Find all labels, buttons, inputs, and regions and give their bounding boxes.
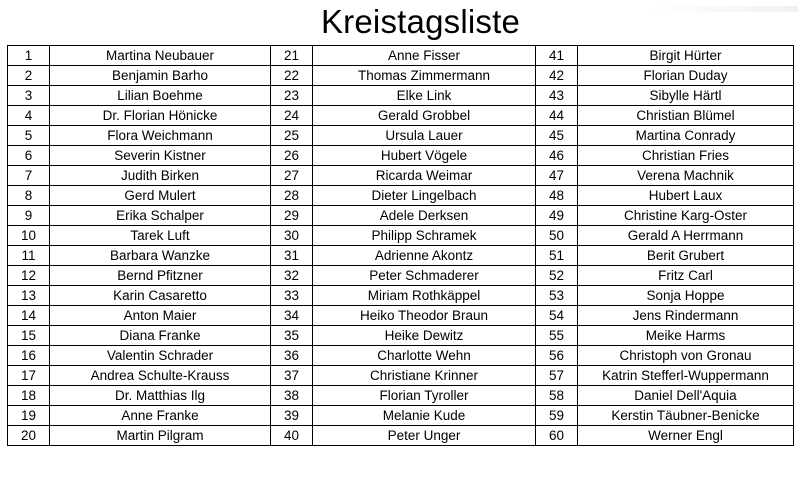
table-row <box>8 426 794 446</box>
candidate-name-cell: Miriam Rothkäppel <box>313 286 536 306</box>
table-row <box>8 246 794 266</box>
list-number-cell: 54 <box>536 306 578 326</box>
list-number-cell: 29 <box>271 206 313 226</box>
candidate-name-cell: Philipp Schramek <box>313 226 536 246</box>
list-number-cell: 44 <box>536 106 578 126</box>
list-number-cell: 14 <box>8 306 50 326</box>
candidate-name-cell: Christoph von Gronau <box>578 346 794 366</box>
table-row <box>8 126 794 146</box>
list-number-cell: 10 <box>8 226 50 246</box>
candidate-name-cell: Birgit Hürter <box>578 46 794 66</box>
list-number-cell: 12 <box>8 266 50 286</box>
table-row <box>8 326 794 346</box>
list-number-cell: 1 <box>8 46 50 66</box>
candidate-name-cell: Melanie Kude <box>313 406 536 426</box>
candidate-name-cell: Benjamin Barho <box>50 66 271 86</box>
candidate-name-cell: Christine Karg-Oster <box>578 206 794 226</box>
list-number-cell: 7 <box>8 166 50 186</box>
table-row <box>8 226 794 246</box>
candidate-name-cell: Adrienne Akontz <box>313 246 536 266</box>
list-number-cell: 34 <box>271 306 313 326</box>
candidate-name-cell: Kerstin Täubner-Benicke <box>578 406 794 426</box>
list-number-cell: 47 <box>536 166 578 186</box>
candidate-name-cell: Judith Birken <box>50 166 271 186</box>
candidate-name-cell: Severin Kistner <box>50 146 271 166</box>
table-row <box>8 406 794 426</box>
table-row <box>8 46 794 66</box>
list-number-cell: 30 <box>271 226 313 246</box>
table-row <box>8 206 794 226</box>
list-number-cell: 11 <box>8 246 50 266</box>
table-row <box>8 266 794 286</box>
candidate-name-cell: Anne Franke <box>50 406 271 426</box>
table-row <box>8 186 794 206</box>
candidate-name-cell: Verena Machnik <box>578 166 794 186</box>
candidate-name-cell: Christian Blümel <box>578 106 794 126</box>
list-number-cell: 4 <box>8 106 50 126</box>
candidate-name-cell: Flora Weichmann <box>50 126 271 146</box>
list-number-cell: 27 <box>271 166 313 186</box>
candidate-name-cell: Ricarda Weimar <box>313 166 536 186</box>
list-number-cell: 32 <box>271 266 313 286</box>
list-number-cell: 26 <box>271 146 313 166</box>
list-number-cell: 17 <box>8 366 50 386</box>
list-number-cell: 56 <box>536 346 578 366</box>
candidate-name-cell: Fritz Carl <box>578 266 794 286</box>
table-row <box>8 346 794 366</box>
table-body <box>8 46 794 446</box>
list-number-cell: 13 <box>8 286 50 306</box>
table-row <box>8 66 794 86</box>
table-row <box>8 86 794 106</box>
candidate-name-cell: Werner Engl <box>578 426 794 446</box>
candidate-name-cell: Valentin Schrader <box>50 346 271 366</box>
candidate-name-cell: Andrea Schulte-Krauss <box>50 366 271 386</box>
list-number-cell: 2 <box>8 66 50 86</box>
kreistag-table <box>7 45 794 446</box>
list-number-cell: 40 <box>271 426 313 446</box>
list-number-cell: 3 <box>8 86 50 106</box>
list-number-cell: 22 <box>271 66 313 86</box>
candidate-name-cell: Hubert Vögele <box>313 146 536 166</box>
list-number-cell: 36 <box>271 346 313 366</box>
list-number-cell: 31 <box>271 246 313 266</box>
candidate-name-cell: Martina Neubauer <box>50 46 271 66</box>
candidate-name-cell: Diana Franke <box>50 326 271 346</box>
list-number-cell: 60 <box>536 426 578 446</box>
table-row <box>8 366 794 386</box>
candidate-name-cell: Meike Harms <box>578 326 794 346</box>
list-number-cell: 49 <box>536 206 578 226</box>
list-number-cell: 43 <box>536 86 578 106</box>
list-number-cell: 18 <box>8 386 50 406</box>
list-number-cell: 21 <box>271 46 313 66</box>
list-number-cell: 25 <box>271 126 313 146</box>
candidate-name-cell: Gerd Mulert <box>50 186 271 206</box>
list-number-cell: 35 <box>271 326 313 346</box>
candidate-name-cell: Erika Schalper <box>50 206 271 226</box>
list-number-cell: 19 <box>8 406 50 426</box>
list-number-cell: 8 <box>8 186 50 206</box>
candidate-name-cell: Martin Pilgram <box>50 426 271 446</box>
candidate-name-cell: Dr. Florian Hönicke <box>50 106 271 126</box>
candidate-name-cell: Barbara Wanzke <box>50 246 271 266</box>
candidate-name-cell: Daniel Dell'Aquia <box>578 386 794 406</box>
corner-shading <box>648 6 798 12</box>
list-number-cell: 45 <box>536 126 578 146</box>
candidate-name-cell: Peter Unger <box>313 426 536 446</box>
candidate-name-cell: Lilian Boehme <box>50 86 271 106</box>
table-row <box>8 386 794 406</box>
candidate-name-cell: Anne Fisser <box>313 46 536 66</box>
list-number-cell: 28 <box>271 186 313 206</box>
candidate-name-cell: Berit Grubert <box>578 246 794 266</box>
list-number-cell: 59 <box>536 406 578 426</box>
list-number-cell: 55 <box>536 326 578 346</box>
candidate-name-cell: Dr. Matthias Ilg <box>50 386 271 406</box>
table-row <box>8 106 794 126</box>
list-number-cell: 51 <box>536 246 578 266</box>
list-number-cell: 53 <box>536 286 578 306</box>
list-number-cell: 6 <box>8 146 50 166</box>
list-number-cell: 46 <box>536 146 578 166</box>
list-number-cell: 23 <box>271 86 313 106</box>
candidate-name-cell: Karin Casaretto <box>50 286 271 306</box>
candidate-name-cell: Sonja Hoppe <box>578 286 794 306</box>
candidate-name-cell: Tarek Luft <box>50 226 271 246</box>
page-title: Kreistagsliste <box>320 3 521 40</box>
list-number-cell: 52 <box>536 266 578 286</box>
list-number-cell: 58 <box>536 386 578 406</box>
table-row <box>8 286 794 306</box>
list-number-cell: 37 <box>271 366 313 386</box>
candidate-name-cell: Gerald A Herrmann <box>578 226 794 246</box>
candidate-name-cell: Florian Duday <box>578 66 794 86</box>
table-row <box>8 146 794 166</box>
list-number-cell: 33 <box>271 286 313 306</box>
list-number-cell: 41 <box>536 46 578 66</box>
list-number-cell: 16 <box>8 346 50 366</box>
candidate-name-cell: Charlotte Wehn <box>313 346 536 366</box>
list-number-cell: 39 <box>271 406 313 426</box>
candidate-name-cell: Gerald Grobbel <box>313 106 536 126</box>
list-number-cell: 15 <box>8 326 50 346</box>
list-number-cell: 20 <box>8 426 50 446</box>
candidate-name-cell: Ursula Lauer <box>313 126 536 146</box>
list-number-cell: 9 <box>8 206 50 226</box>
candidate-name-cell: Adele Derksen <box>313 206 536 226</box>
candidate-name-cell: Peter Schmaderer <box>313 266 536 286</box>
list-number-cell: 57 <box>536 366 578 386</box>
candidate-name-cell: Bernd Pfitzner <box>50 266 271 286</box>
candidate-name-cell: Jens Rindermann <box>578 306 794 326</box>
candidate-name-cell: Elke Link <box>313 86 536 106</box>
list-number-cell: 42 <box>536 66 578 86</box>
list-number-cell: 24 <box>271 106 313 126</box>
candidate-name-cell: Katrin Stefferl-Wuppermann <box>578 366 794 386</box>
candidate-name-cell: Dieter Lingelbach <box>313 186 536 206</box>
candidate-name-cell: Thomas Zimmermann <box>313 66 536 86</box>
candidate-name-cell: Heiko Theodor Braun <box>313 306 536 326</box>
candidate-name-cell: Florian Tyroller <box>313 386 536 406</box>
list-number-cell: 48 <box>536 186 578 206</box>
list-number-cell: 38 <box>271 386 313 406</box>
candidate-name-cell: Heike Dewitz <box>313 326 536 346</box>
candidate-name-cell: Christian Fries <box>578 146 794 166</box>
candidate-name-cell: Christiane Krinner <box>313 366 536 386</box>
list-number-cell: 5 <box>8 126 50 146</box>
candidate-name-cell: Martina Conrady <box>578 126 794 146</box>
table-row <box>8 166 794 186</box>
candidate-name-cell: Sibylle Härtl <box>578 86 794 106</box>
table-row <box>8 306 794 326</box>
candidate-name-cell: Hubert Laux <box>578 186 794 206</box>
candidate-name-cell: Anton Maier <box>50 306 271 326</box>
list-number-cell: 50 <box>536 226 578 246</box>
